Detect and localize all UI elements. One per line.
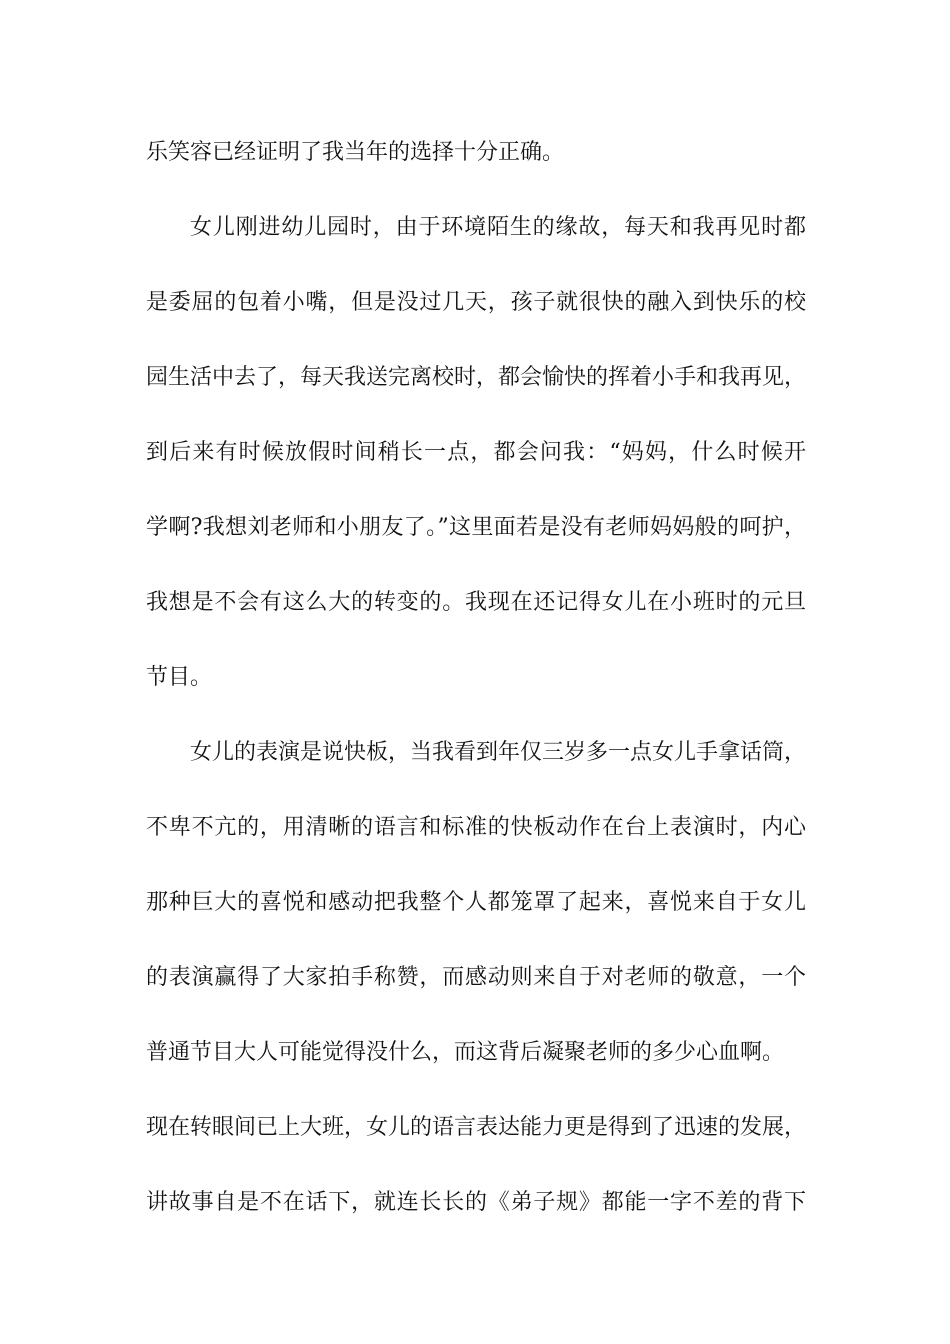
text-line: 的表演赢得了大家拍手称赞，而感动则来自于对老师的敬意，一个 (146, 965, 806, 990)
text-line: 那种巨大的喜悦和感动把我整个人都笼罩了起来，喜悦来自于女儿 (146, 890, 806, 915)
text-line: 我想是不会有这么大的转变的。我现在还记得女儿在小班时的元旦 (146, 590, 806, 615)
text-line: 现在转眼间已上大班，女儿的语言表达能力更是得到了迅速的发展， (146, 1115, 807, 1140)
text-line: 园生活中去了，每天我送完离校时，都会愉快的挥着小手和我再见， (146, 365, 807, 390)
text-line: 学啊?我想刘老师和小朋友了。”这里面若是没有老师妈妈般的呵护， (146, 515, 806, 540)
paragraph-first-line: 女儿刚进幼儿园时，由于环境陌生的缘故，每天和我再见时都 (190, 215, 806, 240)
text-line: 到后来有时候放假时间稍长一点，都会问我：“妈妈，什么时候开 (146, 440, 806, 465)
text-line: 是委屈的包着小嘴，但是没过几天，孩子就很快的融入到快乐的校 (146, 290, 806, 315)
paragraph-first-line: 女儿的表演是说快板，当我看到年仅三岁多一点女儿手拿话筒， (190, 740, 807, 765)
text-line: 讲故事自是不在话下，就连长长的《弟子规》都能一字不差的背下 (146, 1190, 806, 1215)
text-line: 节目。 (146, 665, 213, 690)
text-line: 乐笑容已经证明了我当年的选择十分正确。 (146, 140, 565, 165)
text-line: 普通节目大人可能觉得没什么，而这背后凝聚老师的多少心血啊。 (146, 1040, 785, 1065)
text-line: 不卑不亢的，用清晰的语言和标准的快板动作在台上表演时，内心 (146, 815, 806, 840)
